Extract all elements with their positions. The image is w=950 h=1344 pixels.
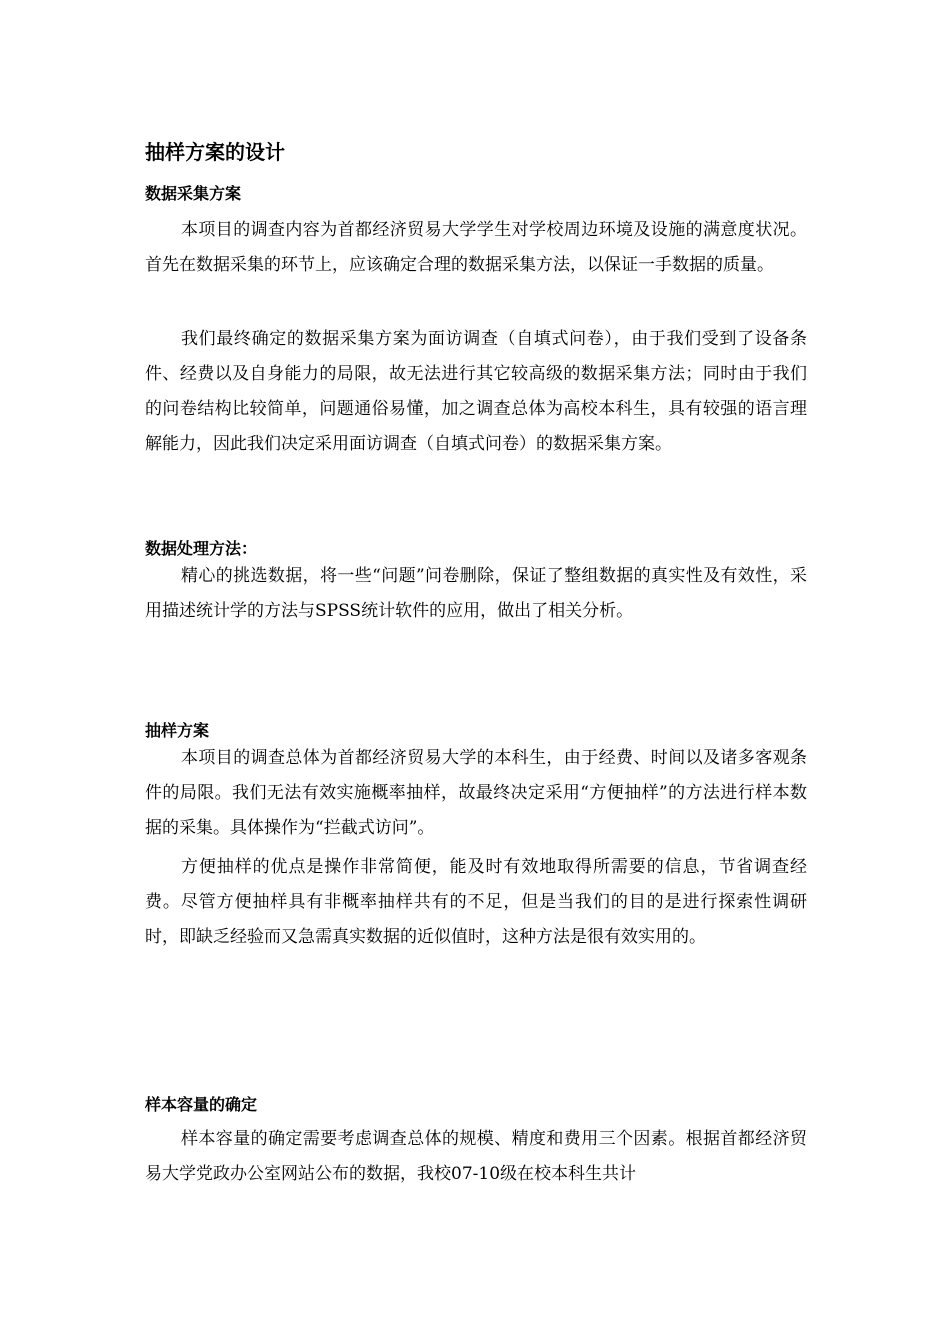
section-heading-data-collection: 数据采集方案 [145,184,242,203]
paragraph: 方便抽样的优点是操作非常简便，能及时有效地取得所需要的信息，节省调查经费。尽管方便抽样具有非概率抽样共有的不足，但是当我们的目的是进行探索性调研时，即缺乏经验而又急需真实数据的近似值时，这种方法是很有效实用的。 [145,857,807,947]
section-heading-sample-size: 样本容量的确定 [145,1095,258,1114]
paragraph: 本项目的调查内容为首都经济贸易大学学生对学校周边环境及设施的满意度状况。首先在数据采集的环节上，应该确定合理的数据采集方法，以保证一手数据的质量。 [145,220,807,275]
paragraph: 精心的挑选数据，将一些“问题”问卷删除，保证了整组数据的真实性及有效性，采用描述统计学的方法与SPSS统计软件的应用，做出了相关分析。 [145,566,807,621]
section-heading-sampling-plan: 抽样方案 [145,721,210,740]
paragraph: 样本容量的确定需要考虑调查总体的规模、精度和费用三个因素。根据首都经济贸易大学党政办公室网站公布的数据，我校07-10级在校本科生共计 [145,1129,807,1184]
paragraph: 我们最终确定的数据采集方案为面访调查（自填式问卷），由于我们受到了设备条件、经费以及自身能力的局限，故无法进行其它较高级的数据采集方法；同时由于我们的问卷结构比较简单，问题通俗易懂，加之调查总体为高校本科生，具有较强的语言理解能力，因此我们决定采用面访调查（自填式问卷）的数据采集方案。 [145,329,807,454]
document-title: 抽样方案的设计 [145,140,285,164]
paragraph: 本项目的调查总体为首都经济贸易大学的本科生，由于经费、时间以及诸多客观条件的局限。我们无法有效实施概率抽样，故最终决定采用“方便抽样”的方法进行样本数据的采集。具体操作为“拦截式访问”。 [145,748,807,838]
section-heading-data-processing: 数据处理方法： [145,539,258,558]
